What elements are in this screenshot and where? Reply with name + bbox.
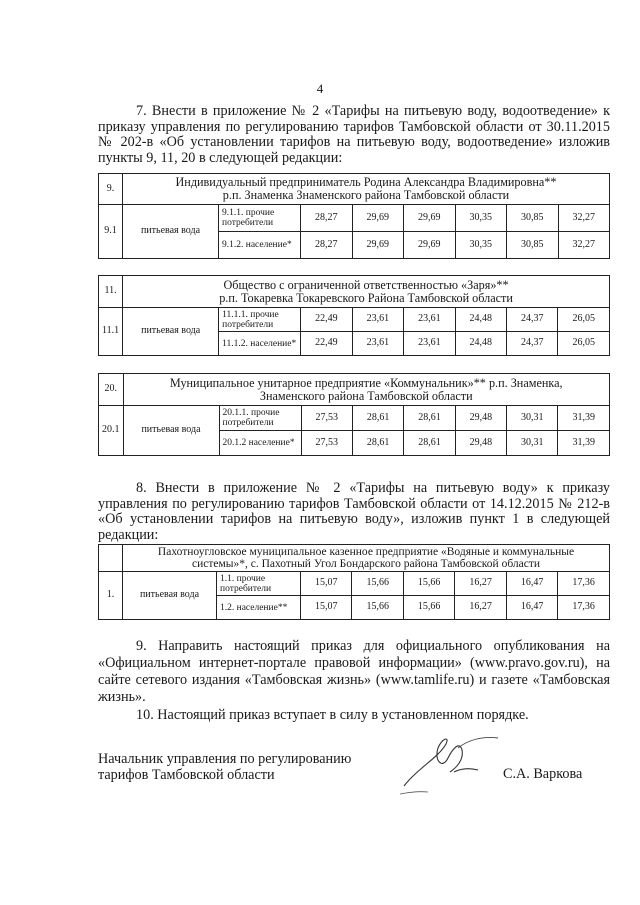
signatory-position-line1: Начальник управления по регулированию xyxy=(98,751,352,767)
table-11-r2-v1: 22,49 xyxy=(301,332,352,356)
table-20-r2-v2: 28,61 xyxy=(352,431,403,456)
table-20-r2-v4: 29,48 xyxy=(455,431,506,456)
table-20-r1-v6: 31,39 xyxy=(558,406,610,431)
signatory-position xyxy=(98,752,351,783)
table-8-r1-v3: 15,66 xyxy=(403,572,454,596)
table-9-r2-v4: 30,35 xyxy=(455,232,507,259)
table-20-row-number: 20.1 xyxy=(99,406,124,456)
item-9-text: 9. Направить настоящий приказ для официального опубликования на «Официальном интернет-портале правовой информации» (www.pravo.gov.ru), на сайте сетевого издания «Тамбовская жизнь» (www.tamlife.ru) и газете «Тамбовская жизнь». xyxy=(98,638,610,705)
table-11-r2-v4: 24,48 xyxy=(455,332,506,356)
table-8-sub-2: 1.2. население** xyxy=(217,596,301,620)
tariff-table-9 xyxy=(98,173,610,259)
table-11-r2-v5: 24,37 xyxy=(507,332,558,356)
table-8-number xyxy=(99,545,123,572)
table-8-r1-v1: 15,07 xyxy=(301,572,352,596)
table-11-r1-v2: 23,61 xyxy=(352,308,403,332)
table-11-header xyxy=(123,276,610,308)
table-11-r2-v6: 26,05 xyxy=(558,332,610,356)
table-9-r1-v5: 30,85 xyxy=(507,205,559,232)
item-10-paragraph xyxy=(98,708,610,724)
table-20-r1-v5: 30,31 xyxy=(507,406,558,431)
table-8-r1-v5: 16,47 xyxy=(506,572,557,596)
table-8-row-number: 1. xyxy=(99,572,123,620)
table-8-r2-v5: 16,47 xyxy=(506,596,557,620)
table-11-number: 11. xyxy=(99,276,123,308)
table-9-r2-v1: 28,27 xyxy=(301,232,353,259)
table-20-service: питьевая вода xyxy=(123,406,219,456)
item-10-text: 10. Настоящий приказ вступает в силу в установленном порядке. xyxy=(136,707,529,723)
handwritten-signature xyxy=(398,728,508,798)
table-11-service: питьевая вода xyxy=(123,308,219,356)
table-9-r2-v5: 30,85 xyxy=(507,232,559,259)
item-7-text: 7. Внести в приложение № 2 «Тарифы на питьевую воду, водоотведение» к приказу управления по регулированию тарифов Тамбовской области от 30.11.2015 № 202-в «Об установлении тарифов на питьевую воду, водоотведение» изложив пункты 9, 11, 20 в следующей редакции: xyxy=(98,103,610,166)
tariff-table-11 xyxy=(98,275,610,356)
item-7-paragraph xyxy=(98,104,610,166)
table-8-r1-v4: 16,27 xyxy=(455,572,506,596)
item-8-paragraph xyxy=(98,481,610,543)
table-9-service: питьевая вода xyxy=(123,205,219,259)
table-20-header xyxy=(123,374,610,406)
table-8-r2-v3: 15,66 xyxy=(403,596,454,620)
table-20-r1-v4: 29,48 xyxy=(455,406,506,431)
table-20-number: 20. xyxy=(99,374,124,406)
table-9-sub-1: 9.1.1. прочие потребители xyxy=(219,205,301,232)
table-20-r1-v1: 27,53 xyxy=(301,406,352,431)
table-20-sub-2: 20.1.2 население* xyxy=(219,431,301,456)
table-11-r1-v3: 23,61 xyxy=(404,308,455,332)
table-9-r2-v6: 32,27 xyxy=(558,232,610,259)
page-number: 4 xyxy=(316,81,324,96)
table-11-r2-v2: 23,61 xyxy=(352,332,403,356)
table-11-header-line2: р.п. Токаревка Токаревского Района Тамбовской области xyxy=(219,290,513,305)
table-8-header-line2: системы»*, с. Пахотный Угол Бондарского района Тамбовской области xyxy=(191,558,541,570)
signatory-position-line2: тарифов Тамбовской области xyxy=(98,766,275,783)
table-9-sub-2: 9.1.2. население* xyxy=(219,232,301,259)
table-11-row-number: 11.1 xyxy=(99,308,123,356)
table-11-sub-1: 11.1.1. прочие потребители xyxy=(219,308,301,332)
tariff-table-item-8 xyxy=(98,544,610,620)
table-9-header-line2: р.п. Знаменка Знаменского района Тамбовской области xyxy=(222,188,510,202)
table-8-r1-v6: 17,36 xyxy=(558,572,610,596)
table-20-sub-1: 20.1.1. прочие потребители xyxy=(219,406,301,431)
table-9-row-number: 9.1 xyxy=(99,205,123,259)
table-20-header-line2: Знаменского района Тамбовской области xyxy=(259,388,473,403)
table-9-r2-v3: 29,69 xyxy=(404,232,456,259)
table-9-r1-v2: 29,69 xyxy=(352,205,404,232)
table-9-r1-v3: 29,69 xyxy=(404,205,456,232)
item-8-text: 8. Внести в приложение № 2 «Тарифы на питьевую воду» к приказу управления по регулированию тарифов Тамбовской области от 14.12.2015 № 212-в «Об установлении тарифов на питьевую воду», изложив пункт 1 в следующей редакции: xyxy=(98,480,610,543)
table-20-r2-v3: 28,61 xyxy=(404,431,455,456)
table-20-r2-v5: 30,31 xyxy=(507,431,558,456)
table-20-r1-v3: 28,61 xyxy=(404,406,455,431)
table-9-number: 9. xyxy=(99,174,123,205)
signatory-name: С.А. Варкова xyxy=(503,766,583,782)
table-8-header-line1: Пахотноугловское муниципальное казенное предприятие «Водяные и коммунальные xyxy=(157,546,575,558)
table-11-r1-v5: 24,37 xyxy=(507,308,558,332)
tariff-table-20 xyxy=(98,373,610,456)
table-8-sub-1: 1.1. прочие потребители xyxy=(217,572,301,596)
table-11-r2-v3: 23,61 xyxy=(404,332,455,356)
table-9-header-line1: Индивидуальный предприниматель Родина Александра Владимировна** xyxy=(175,175,557,189)
table-11-r1-v4: 24,48 xyxy=(455,308,506,332)
table-8-header xyxy=(123,545,610,572)
table-8-r2-v4: 16,27 xyxy=(455,596,506,620)
table-9-r2-v2: 29,69 xyxy=(352,232,404,259)
table-11-r1-v1: 22,49 xyxy=(301,308,352,332)
table-11-header-line1: Общество с ограниченной ответственностью «Заря»** xyxy=(223,277,509,292)
item-9-paragraph xyxy=(98,638,610,706)
table-8-r2-v1: 15,07 xyxy=(301,596,352,620)
table-11-sub-2: 11.1.2. население* xyxy=(219,332,301,356)
table-9-r1-v6: 32,27 xyxy=(558,205,610,232)
table-9-header xyxy=(123,174,610,205)
table-9-r1-v1: 28,27 xyxy=(301,205,353,232)
table-20-r1-v2: 28,61 xyxy=(352,406,403,431)
table-8-service: питьевая вода xyxy=(123,572,217,620)
table-8-r2-v2: 15,66 xyxy=(352,596,403,620)
table-20-header-line1: Муниципальное унитарное предприятие «Коммунальник»** р.п. Знаменка, xyxy=(169,375,563,390)
table-8-r1-v2: 15,66 xyxy=(352,572,403,596)
table-11-r1-v6: 26,05 xyxy=(558,308,610,332)
table-20-r2-v6: 31,39 xyxy=(558,431,610,456)
table-20-r2-v1: 27,53 xyxy=(301,431,352,456)
table-8-r2-v6: 17,36 xyxy=(558,596,610,620)
table-9-r1-v4: 30,35 xyxy=(455,205,507,232)
